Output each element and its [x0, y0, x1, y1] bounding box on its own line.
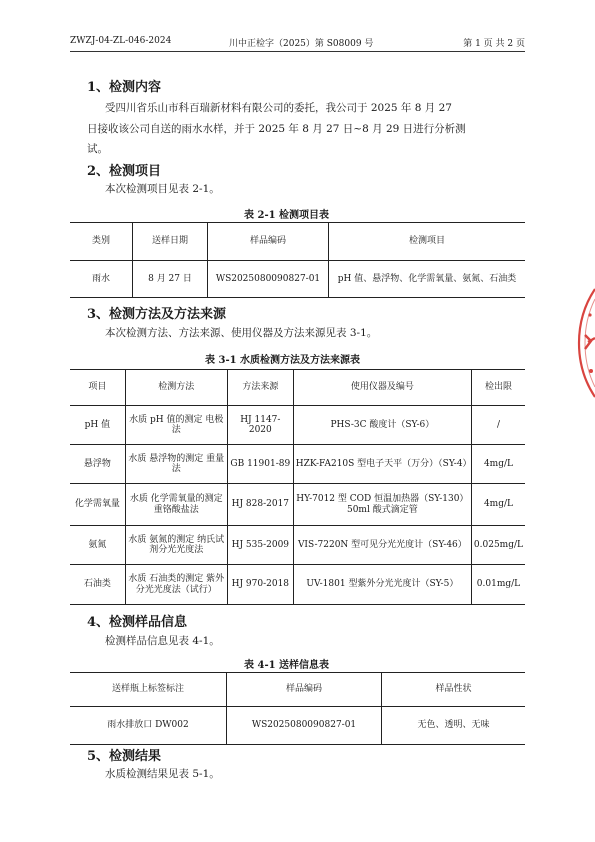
col-header: 送样日期: [133, 223, 208, 261]
table-cell: WS2025080090827-01: [208, 261, 329, 298]
col-header: 使用仪器及编号: [293, 370, 471, 406]
table-cell: 无色、透明、无味: [382, 707, 526, 745]
section-5-title: 5、检测结果: [87, 749, 162, 764]
section-3-title: 3、检测方法及方法来源: [87, 307, 227, 322]
section-2-title: 2、检测项目: [87, 164, 162, 179]
report-number: 川中正检字（2025）第 S08009 号: [229, 39, 374, 49]
table-cell: 氨氮: [70, 526, 125, 565]
table-cell: pH 值、悬浮物、化学需氧量、氨氮、石油类: [329, 261, 526, 298]
table-cell: 水质 pH 值的测定 电极法: [125, 406, 227, 445]
table-cell: 水质 氨氮的测定 纳氏试剂分光光度法: [125, 526, 227, 565]
table-4-1: [70, 672, 525, 745]
table-cell: 0.01mg/L: [471, 565, 525, 605]
table-cell: 8 月 27 日: [133, 261, 208, 298]
table-cell: pH 值: [70, 406, 125, 445]
table-3-1-caption: 表 3-1 水质检测方法及方法来源表: [205, 355, 361, 366]
table-cell: HJ 970-2018: [227, 565, 293, 605]
col-header: 样品编码: [227, 673, 382, 707]
section-1-line-1: 受四川省乐山市科百瑞新材料有限公司的委托，我公司于 2025 年 8 月 27: [105, 102, 452, 114]
doc-code: ZWZJ-04-ZL-046-2024: [70, 36, 172, 46]
table-2-1: [70, 222, 525, 298]
table-cell: 4mg/L: [471, 484, 525, 526]
section-4-title: 4、检测样品信息: [87, 615, 188, 630]
table-cell: 水质 悬浮物的测定 重量法: [125, 445, 227, 484]
section-5-text: 水质检测结果见表 5-1。: [105, 768, 220, 780]
section-3-text: 本次检测方法、方法来源、使用仪器及方法来源见表 3-1。: [105, 327, 378, 339]
table-header-row: [70, 370, 525, 406]
section-1-title: 1、检测内容: [87, 80, 162, 95]
table-cell: PHS-3C 酸度计（SY-6）: [293, 406, 471, 445]
col-header: 方法来源: [227, 370, 293, 406]
table-cell: HJ 828-2017: [227, 484, 293, 526]
table-cell: HJ 1147-2020: [227, 406, 293, 445]
header-divider: [70, 51, 525, 52]
table-2-1-caption: 表 2-1 检测项目表: [244, 210, 330, 221]
section-4-text: 检测样品信息见表 4-1。: [105, 635, 220, 647]
official-seal-stamp: [571, 283, 595, 403]
col-header: 样品性状: [382, 673, 526, 707]
table-row: [70, 526, 525, 565]
table-cell: HJ 535-2009: [227, 526, 293, 565]
table-cell: 化学需氧量: [70, 484, 125, 526]
table-row: [70, 445, 525, 484]
col-header: 送样瓶上标签标注: [70, 673, 227, 707]
table-row: [70, 565, 525, 605]
table-row: [70, 261, 525, 298]
table-3-1: [70, 369, 525, 605]
table-cell: 4mg/L: [471, 445, 525, 484]
table-cell: 悬浮物: [70, 445, 125, 484]
section-2-text: 本次检测项目见表 2-1。: [105, 183, 220, 195]
section-1-line-3: 试。: [87, 143, 108, 155]
col-header: 类别: [70, 223, 133, 261]
table-cell: GB 11901-89: [227, 445, 293, 484]
table-cell: WS2025080090827-01: [227, 707, 382, 745]
section-1-line-2: 日接收该公司自送的雨水水样，并于 2025 年 8 月 27 日~8 月 29 日进行分析测: [87, 123, 466, 135]
table-cell: 石油类: [70, 565, 125, 605]
table-cell: UV-1801 型紫外分光光度计（SY-5）: [293, 565, 471, 605]
table-cell: VIS-7220N 型可见分光光度计（SY-46）: [293, 526, 471, 565]
table-cell: 水质 化学需氧量的测定 重铬酸盐法: [125, 484, 227, 526]
col-header: 检测方法: [125, 370, 227, 406]
table-cell: 雨水排放口 DW002: [70, 707, 227, 745]
table-cell: HZK-FA210S 型电子天平（万分）（SY-4）: [293, 445, 471, 484]
table-4-1-caption: 表 4-1 送样信息表: [244, 660, 330, 671]
col-header: 样品编码: [208, 223, 329, 261]
table-cell: /: [471, 406, 525, 445]
page-number: 第 1 页 共 2 页: [463, 39, 525, 49]
table-cell: 0.025mg/L: [471, 526, 525, 565]
col-header: 检出限: [471, 370, 525, 406]
table-row: [70, 707, 525, 745]
col-header: 检测项目: [329, 223, 526, 261]
col-header: 项目: [70, 370, 125, 406]
table-header-row: [70, 223, 525, 261]
table-header-row: [70, 673, 525, 707]
table-cell: HY-7012 型 COD 恒温加热器（SY-130）50ml 酸式滴定管: [293, 484, 471, 526]
table-row: [70, 406, 525, 445]
table-cell: 雨水: [70, 261, 133, 298]
table-row: [70, 484, 525, 526]
table-cell: 水质 石油类的测定 紫外分光光度法（试行）: [125, 565, 227, 605]
